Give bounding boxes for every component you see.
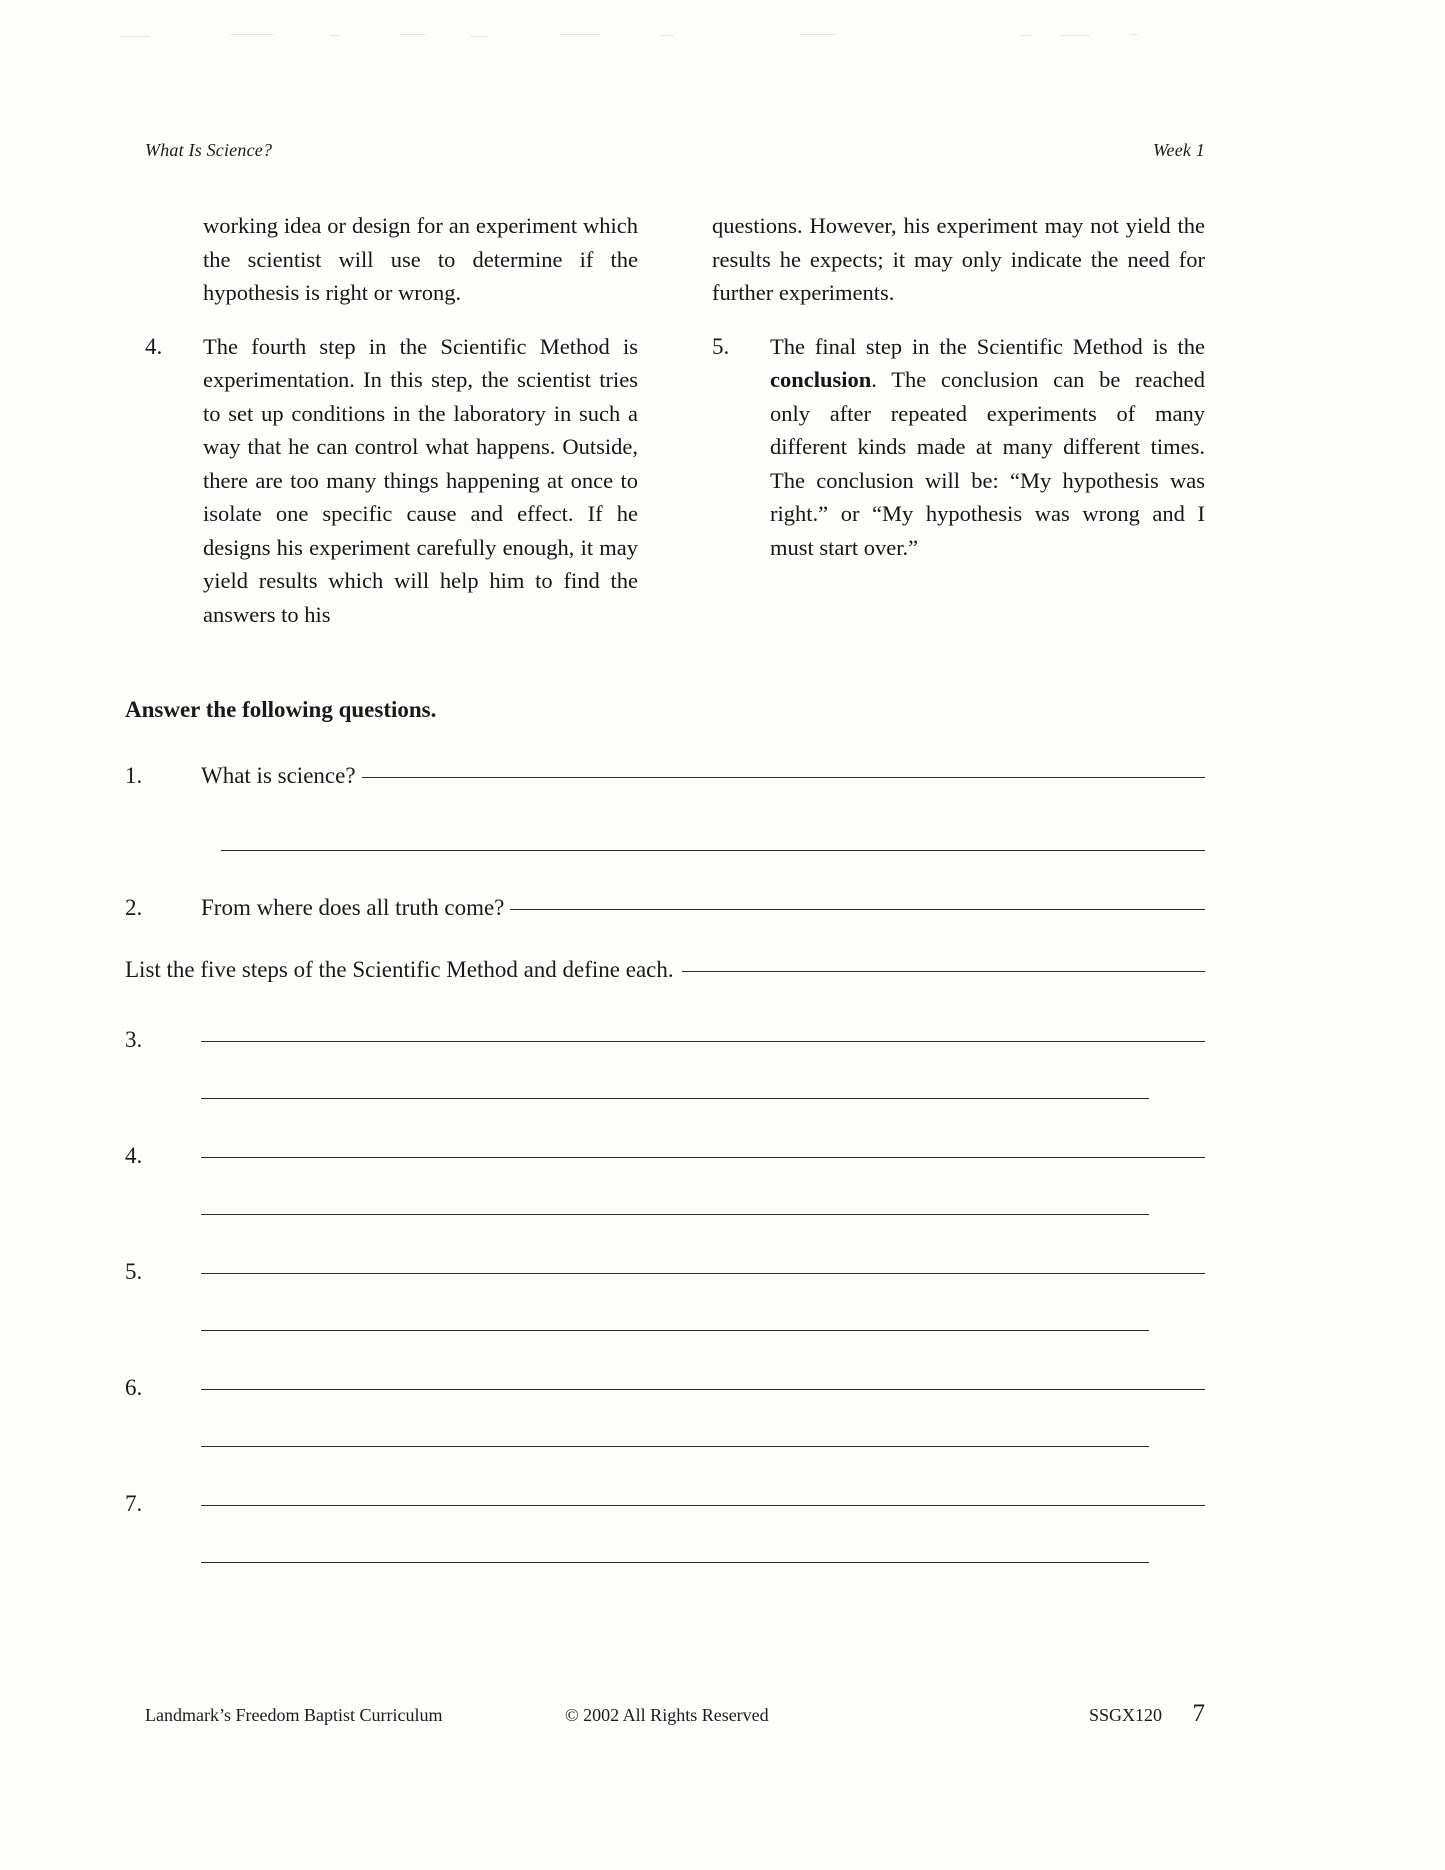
answer-line-3a[interactable] <box>201 1040 1205 1042</box>
blank-4-number: 4. <box>125 1143 143 1168</box>
blank-row-6 <box>125 1375 1205 1401</box>
list-item-4 <box>145 330 638 636</box>
lead-in-text: List the five steps of the Scientific Method and define each. <box>125 957 674 982</box>
running-head-right: Week 1 <box>1152 140 1205 160</box>
page-content <box>125 140 1205 1563</box>
answer-line-5b[interactable] <box>201 1329 1149 1331</box>
list-item-5-bold-term: conclusion <box>770 367 872 392</box>
footer-right <box>945 1700 1205 1728</box>
question-1-number: 1. <box>125 763 143 788</box>
scan-artifacts <box>0 0 1445 60</box>
answer-line-lead[interactable] <box>682 970 1205 972</box>
blank-row-5 <box>125 1259 1205 1285</box>
question-1-text: What is science? <box>201 763 356 788</box>
running-head <box>145 140 1205 161</box>
answer-line-1a[interactable] <box>362 776 1205 778</box>
answer-line-2a[interactable] <box>510 908 1205 910</box>
answer-line-6b[interactable] <box>201 1445 1149 1447</box>
answer-line-7a[interactable] <box>201 1504 1205 1506</box>
question-2-number: 2. <box>125 895 143 920</box>
answer-line-3b[interactable] <box>201 1097 1149 1099</box>
blank-6-number: 6. <box>125 1375 143 1400</box>
answer-line-7b[interactable] <box>201 1561 1149 1563</box>
question-row-2 <box>125 895 1205 921</box>
questions-list <box>125 763 1205 1563</box>
left-column <box>145 209 638 635</box>
running-head-left: What Is Science? <box>145 140 273 160</box>
answer-line-4a[interactable] <box>201 1156 1205 1158</box>
footer-publisher: Landmark’s Freedom Baptist Curriculum <box>145 1705 443 1725</box>
answer-line-4b[interactable] <box>201 1213 1149 1215</box>
list-item-5-number: 5. <box>712 333 730 359</box>
page-footer <box>145 1700 1205 1728</box>
list-item-5-part1: The final step in the Scientific Method is the <box>770 333 1205 359</box>
two-column-body <box>145 209 1205 635</box>
answer-line-5a[interactable] <box>201 1272 1205 1274</box>
list-item-4-number: 4. <box>145 333 163 359</box>
list-item-5 <box>712 330 1205 569</box>
list-item-4-text: The fourth step in the Scientific Method is experimentation. In this step, the scientist tries to set up conditions in the laboratory in such a way that he can control what happens. Outside, there are too many things happening at once to isolate one specific cause and effect. If he designs his experiment carefully enough, it may yield results which will help him to find the answers to his <box>203 333 638 627</box>
blank-row-3 <box>125 1027 1205 1053</box>
right-continued-paragraph: questions. However, his experiment may not yield the results he expects; it may only indicate the need for further experiments. <box>712 213 1205 305</box>
questions-heading: Answer the following questions. <box>125 697 437 722</box>
left-continued-paragraph: working idea or design for an experiment which the scientist will use to determine if the hypothesis is right or wrong. <box>203 213 638 305</box>
list-item-5-text <box>770 330 1205 565</box>
footer-copyright: © 2002 All Rights Reserved <box>565 1705 769 1725</box>
blank-5-number: 5. <box>125 1259 143 1284</box>
blank-row-4 <box>125 1143 1205 1169</box>
blank-3-number: 3. <box>125 1027 143 1052</box>
lead-in-row <box>125 957 1205 983</box>
blank-row-7 <box>125 1491 1205 1517</box>
question-2-text: From where does all truth come? <box>201 895 505 920</box>
blank-7-number: 7. <box>125 1491 143 1516</box>
list-item-5-part2: . The conclusion can be reached only after repeated experiments of many different kinds made at many different times. The conclusion will be: “My hypothesis was right.” or “My hypothesis was wrong and I must start over.” <box>770 367 1205 560</box>
right-column <box>712 209 1205 635</box>
answer-line-6a[interactable] <box>201 1388 1205 1390</box>
question-row-1 <box>125 763 1205 789</box>
footer-code: SSGX120 <box>1088 1705 1162 1725</box>
page-number: 7 <box>1192 1700 1205 1727</box>
